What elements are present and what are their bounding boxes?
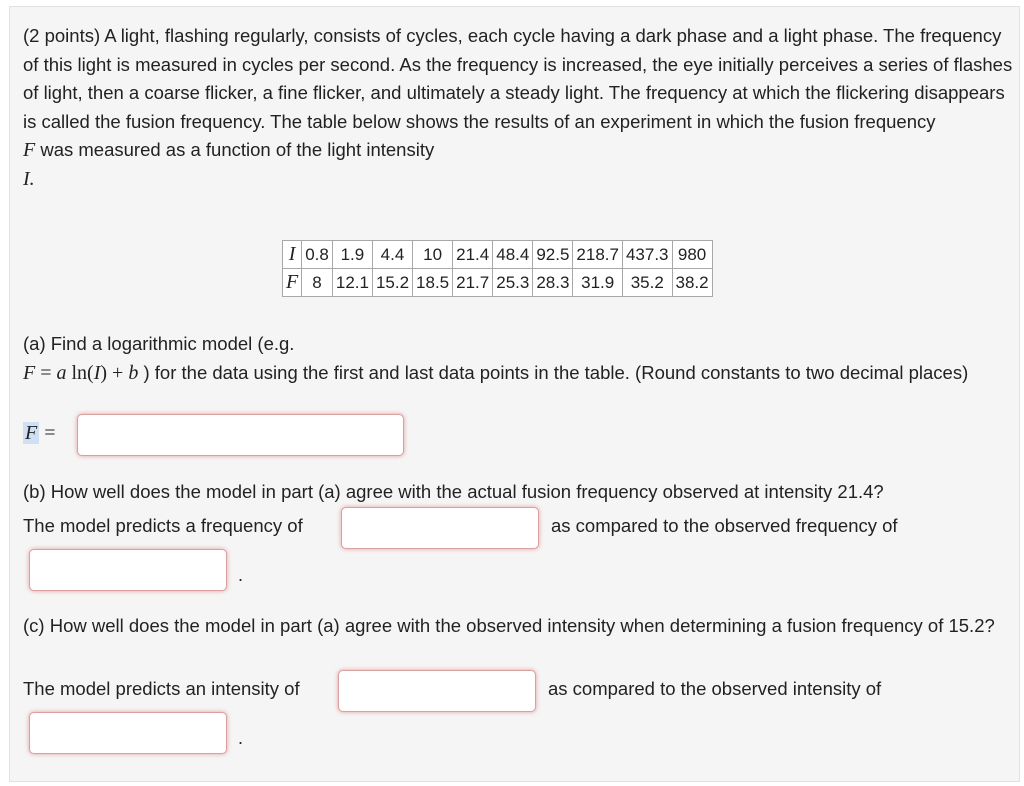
answer-c-predicted-input[interactable]	[338, 670, 536, 712]
cell-f-4: 21.7	[453, 269, 493, 297]
row-label-i: I	[283, 241, 302, 269]
part-a-line2: ) for the data using the first and last data points in the table. (Round constants to two decimal places)	[138, 361, 969, 383]
formula-eq: =	[35, 361, 57, 384]
cell-f-2: 15.2	[372, 269, 412, 297]
cell-f-9: 38.2	[672, 269, 712, 297]
cell-i-9: 980	[672, 241, 712, 269]
cell-i-8: 437.3	[622, 241, 672, 269]
cell-f-7: 31.9	[573, 269, 623, 297]
part-c-compared: as compared to the observed intensity of	[548, 678, 882, 699]
intro-text: (2 points) A light, flashing regularly, consists of cycles, each cycle having a dark phase and a light phase. The frequency of this light is measured in cycles per second. As the frequency is increased, the eye initially perceives a series of flashes of light, then a coarse flicker, a fine flicker, and ultimately a steady light. The frequency at which the flickering disappears is called the fusion frequency. The table below shows the results of an experiment in which the fusion frequency	[23, 25, 1013, 132]
answer-c-observed-input[interactable]	[29, 712, 227, 754]
formula-b: b	[128, 361, 139, 384]
cell-f-8: 35.2	[622, 269, 672, 297]
table-row-i	[283, 241, 713, 269]
cell-f-5: 25.3	[493, 269, 533, 297]
data-table	[282, 240, 713, 297]
cell-i-7: 218.7	[573, 241, 623, 269]
cell-f-0: 8	[302, 269, 333, 297]
cell-i-1: 1.9	[332, 241, 372, 269]
cell-i-2: 4.4	[372, 241, 412, 269]
cell-f-3: 18.5	[413, 269, 453, 297]
answer-a-input[interactable]	[77, 414, 404, 456]
part-b-predicts: The model predicts a frequency of	[23, 515, 303, 536]
part-b-period: .	[238, 565, 244, 585]
answer-b-predicted-input[interactable]	[341, 507, 539, 549]
formula-a: a	[56, 361, 67, 384]
cell-f-1: 12.1	[332, 269, 372, 297]
formula-i: I	[93, 361, 101, 384]
intro-text-2: was measured as a function of the light intensity	[35, 139, 435, 160]
formula-ln: ln(	[66, 361, 94, 384]
part-b-compared: as compared to the observed frequency of	[551, 515, 898, 536]
cell-i-6: 92.5	[533, 241, 573, 269]
part-a-line1: (a) Find a logarithmic model (e.g.	[23, 333, 295, 354]
part-a-paragraph	[23, 330, 1013, 387]
row-label-f: F	[283, 269, 302, 297]
table-row-f	[283, 269, 713, 297]
answer-a-var: F	[25, 422, 38, 444]
part-c-question: (c) How well does the model in part (a) agree with the observed intensity when determining a fusion frequency of 15.2?	[23, 615, 995, 636]
answer-a-eq: =	[39, 422, 56, 444]
formula-lhs: F	[23, 361, 36, 384]
cell-f-6: 28.3	[533, 269, 573, 297]
var-f: F	[23, 139, 36, 161]
intro-paragraph	[23, 22, 1013, 193]
part-c-predicts: The model predicts an intensity of	[23, 678, 300, 699]
formula-close: ) +	[100, 361, 129, 384]
cell-i-5: 48.4	[493, 241, 533, 269]
var-i: I.	[23, 167, 35, 190]
answer-a-label	[23, 419, 56, 447]
answer-b-observed-input[interactable]	[29, 549, 227, 591]
part-c-period: .	[238, 728, 244, 748]
cell-i-0: 0.8	[302, 241, 333, 269]
problem-panel	[9, 6, 1020, 782]
cell-i-3: 10	[413, 241, 453, 269]
part-b-question: (b) How well does the model in part (a) agree with the actual fusion frequency observed at intensity 21.4?	[23, 481, 884, 502]
cell-i-4: 21.4	[453, 241, 493, 269]
